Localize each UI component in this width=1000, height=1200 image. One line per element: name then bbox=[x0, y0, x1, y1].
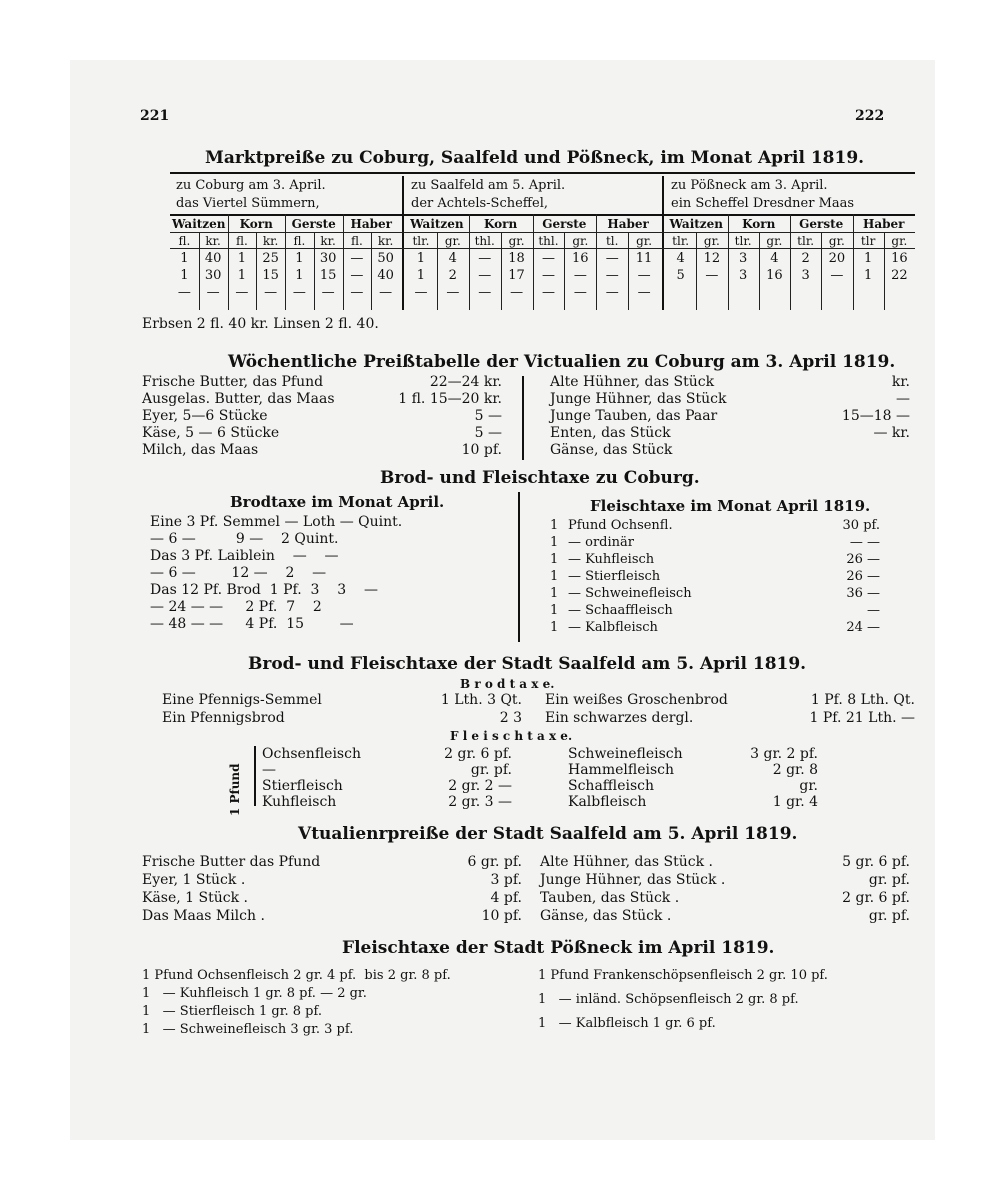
market-cell: — bbox=[478, 285, 492, 300]
market-cell: 2 bbox=[801, 251, 810, 266]
market-cell: 4 bbox=[770, 251, 779, 266]
market-grain-header: Haber bbox=[863, 217, 905, 231]
fleischtaxe-num: 1 bbox=[550, 603, 559, 618]
market-cell: 17 bbox=[508, 268, 525, 283]
market-unit-header: tlr. bbox=[672, 234, 690, 248]
market-cell: 16 bbox=[766, 268, 783, 283]
coburg-taxe-divider bbox=[518, 492, 520, 642]
market-cell: 5 bbox=[676, 268, 685, 283]
price-item: Ein Pfennigsbrod bbox=[162, 710, 285, 726]
market-cell: — bbox=[510, 285, 524, 300]
price-item: Kuhfleisch bbox=[262, 794, 337, 810]
market-cell: — bbox=[573, 268, 587, 283]
price-item: Schweinefleisch bbox=[568, 746, 683, 762]
market-grain-header: Haber bbox=[607, 217, 649, 231]
price-item: Kalbfleisch bbox=[568, 794, 647, 810]
market-group-divider bbox=[402, 176, 404, 310]
brodtaxe-title: Brodtaxe im Monat April. bbox=[230, 493, 445, 511]
coburg-taxe-title: Brod- und Fleischtaxe zu Coburg. bbox=[380, 468, 700, 488]
market-unit-header: tlr bbox=[860, 234, 876, 248]
market-grain-header: Waitzen bbox=[410, 217, 464, 231]
price-value: 1 fl. 15—20 kr. bbox=[398, 391, 502, 407]
fleischtaxe-title: Fleischtaxe im Monat April 1819. bbox=[590, 497, 871, 515]
price-row bbox=[262, 794, 512, 810]
market-grain-header: Gerste bbox=[291, 217, 336, 231]
market-cell: 50 bbox=[377, 251, 394, 266]
market-unit-header: gr. bbox=[636, 234, 653, 248]
market-cell: — bbox=[573, 285, 587, 300]
market-unit-header: fl. bbox=[178, 234, 191, 248]
market-grain-header: Gerste bbox=[542, 217, 587, 231]
fleischtaxe-item: — Schaaffleisch bbox=[568, 603, 673, 618]
fleischtaxe-num: 1 bbox=[550, 620, 559, 635]
price-value: 5 — bbox=[474, 425, 502, 441]
market-subcol-divider bbox=[199, 232, 200, 310]
price-row bbox=[550, 391, 910, 407]
price-value: 2 gr. 3 — bbox=[448, 794, 512, 810]
market-unit-header: gr. bbox=[444, 234, 461, 248]
price-item: Junge Hühner, das Stück bbox=[550, 391, 727, 407]
market-subcol-divider bbox=[437, 232, 438, 310]
price-row bbox=[162, 710, 522, 726]
price-item: Gänse, das Stück . bbox=[540, 908, 672, 924]
price-item: Ein weißes Groschenbrod bbox=[545, 692, 728, 708]
price-item: — bbox=[262, 762, 276, 778]
price-value: 3 pf. bbox=[490, 872, 522, 888]
market-subcol-divider bbox=[371, 232, 372, 310]
market-cell: — bbox=[292, 285, 306, 300]
market-cell: — bbox=[350, 268, 364, 283]
market-grain-header: Waitzen bbox=[172, 217, 226, 231]
market-cell: 1 bbox=[416, 268, 426, 283]
market-subcol-divider bbox=[759, 232, 760, 310]
price-item: Milch, das Maas bbox=[142, 442, 259, 458]
market-cell: — bbox=[478, 251, 492, 266]
price-value: 6 gr. pf. bbox=[467, 854, 522, 870]
market-cell: 3 bbox=[801, 268, 810, 283]
market-cell: 15 bbox=[262, 268, 279, 283]
market-cell: 15 bbox=[319, 268, 337, 283]
price-value: 1 gr. 4 bbox=[772, 794, 818, 810]
market-cell: — bbox=[235, 285, 249, 300]
market-unit-header: gr. bbox=[572, 234, 589, 248]
market-unit-header: tlr. bbox=[797, 234, 815, 248]
market-cell: 1 bbox=[180, 251, 189, 266]
price-row bbox=[540, 872, 910, 888]
market-place-line2: der Achtels-Scheffel, bbox=[411, 196, 549, 211]
market-grain-header: Korn bbox=[484, 217, 518, 231]
market-cell: 25 bbox=[262, 251, 279, 266]
market-unit-header: gr. bbox=[703, 234, 720, 248]
price-value: 5 gr. 6 pf. bbox=[842, 854, 910, 870]
price-item: Eyer, 1 Stück . bbox=[142, 872, 246, 888]
market-cell: 40 bbox=[377, 268, 394, 283]
page-number-right: 222 bbox=[855, 108, 885, 124]
price-value: 3 gr. 2 pf. bbox=[750, 746, 818, 762]
market-cell: — bbox=[478, 268, 492, 283]
price-row bbox=[142, 408, 502, 424]
fleischtaxe-item: — Schweinefleisch bbox=[568, 586, 692, 601]
page-number-left: 221 bbox=[140, 108, 170, 124]
price-row bbox=[142, 908, 522, 924]
price-value: kr. bbox=[891, 374, 910, 390]
brodtaxe-row: Eine 3 Pf. Semmel — Loth — Quint. bbox=[150, 514, 403, 530]
market-cell: 30 bbox=[204, 268, 222, 283]
market-grain-header: Waitzen bbox=[669, 217, 723, 231]
price-row bbox=[545, 692, 915, 708]
price-row bbox=[550, 408, 910, 424]
market-cell: — bbox=[321, 285, 335, 300]
price-value: 10 pf. bbox=[461, 442, 502, 458]
price-row bbox=[568, 762, 818, 778]
market-cell: 1 bbox=[237, 251, 247, 266]
market-cell: 1 bbox=[863, 251, 873, 266]
fleischtaxe-price: 30 pf. bbox=[842, 518, 880, 533]
price-item: Junge Hühner, das Stück . bbox=[540, 872, 726, 888]
market-cell: — bbox=[177, 285, 191, 300]
market-unit-header: gr. bbox=[828, 234, 845, 248]
market-rule-units bbox=[170, 232, 915, 233]
price-item: Ein schwarzes dergl. bbox=[545, 710, 694, 726]
poessneck-row: 1 Pfund Frankenschöpsenfleisch 2 gr. 10 pf. bbox=[538, 968, 828, 983]
fleischtaxe-price: 26 — bbox=[846, 552, 880, 567]
woechentlich-divider bbox=[522, 376, 524, 460]
price-item: Käse, 5 — 6 Stücke bbox=[142, 425, 280, 441]
price-row bbox=[262, 778, 512, 794]
price-row bbox=[550, 374, 910, 390]
market-unit-header: tlr. bbox=[734, 234, 752, 248]
market-unit-header: kr. bbox=[320, 234, 336, 248]
erbsen-line: Erbsen 2 fl. 40 kr. Linsen 2 fl. 40. bbox=[142, 316, 379, 332]
price-row bbox=[545, 710, 915, 726]
price-item: Tauben, das Stück . bbox=[540, 890, 680, 906]
market-cell: — bbox=[637, 285, 651, 300]
price-value: 2 3 bbox=[499, 710, 522, 726]
market-unit-header: fl. bbox=[293, 234, 306, 248]
poessneck-row: 1 — Stierfleisch 1 gr. 8 pf. bbox=[142, 1004, 322, 1019]
market-cell: 3 bbox=[738, 251, 748, 266]
fleischtaxe-item: Pfund Ochsenfl. bbox=[568, 518, 673, 533]
price-item: Käse, 1 Stück . bbox=[142, 890, 248, 906]
saalfeld-fleisch-brace bbox=[254, 746, 256, 806]
market-cell: 40 bbox=[204, 251, 222, 266]
price-row bbox=[550, 425, 910, 441]
market-cell: — bbox=[446, 285, 460, 300]
saalfeld-fleischtaxe-label: F l e i s c h t a x e. bbox=[450, 729, 573, 743]
market-place-line2: ein Scheffel Dresdner Maas bbox=[671, 196, 855, 211]
price-value: 1 Pf. 8 Lth. Qt. bbox=[810, 692, 915, 708]
market-cell: — bbox=[541, 285, 555, 300]
price-row bbox=[262, 746, 512, 762]
price-item: Schaffleisch bbox=[568, 778, 655, 794]
market-cell: — bbox=[206, 285, 220, 300]
price-value: gr. pf. bbox=[470, 762, 512, 778]
market-cell: — bbox=[541, 268, 555, 283]
fleischtaxe-num: 1 bbox=[550, 518, 559, 533]
price-value: gr. bbox=[799, 778, 818, 794]
brodtaxe-row: — 6 — 9 — 2 Quint. bbox=[150, 531, 339, 547]
market-unit-header: fl. bbox=[235, 234, 248, 248]
brodtaxe-row: Das 3 Pf. Laiblein — — bbox=[150, 548, 339, 564]
price-row bbox=[142, 854, 522, 870]
price-row bbox=[540, 890, 910, 906]
price-row bbox=[550, 442, 910, 458]
price-item: Junge Tauben, das Paar bbox=[550, 408, 718, 424]
price-item: Alte Hühner, das Stück . bbox=[540, 854, 713, 870]
fleischtaxe-item: — Kuhfleisch bbox=[568, 552, 655, 567]
market-cell: — bbox=[350, 251, 364, 266]
market-unit-header: gr. bbox=[508, 234, 525, 248]
saalfeld-taxe-title: Brod- und Fleischtaxe der Stadt Saalfeld am 5. April 1819. bbox=[248, 654, 807, 674]
price-row bbox=[142, 872, 522, 888]
fleischtaxe-num: 1 bbox=[550, 552, 559, 567]
market-subcol-divider bbox=[628, 232, 629, 310]
market-grain-header: Gerste bbox=[799, 217, 844, 231]
market-subcol-divider bbox=[314, 232, 315, 310]
market-cell: — bbox=[637, 268, 651, 283]
price-item: Frische Butter, das Pfund bbox=[142, 374, 324, 390]
price-row bbox=[142, 425, 502, 441]
fleischtaxe-num: 1 bbox=[550, 535, 559, 550]
brodtaxe-row: — 48 — — 4 Pf. 15 — bbox=[150, 616, 354, 632]
market-unit-header: gr. bbox=[891, 234, 908, 248]
price-row bbox=[142, 391, 502, 407]
brodtaxe-row: Das 12 Pf. Brod 1 Pf. 3 3 — bbox=[150, 582, 378, 598]
market-unit-header: tl. bbox=[605, 234, 619, 248]
market-rule-data bbox=[170, 248, 915, 249]
market-subcol-divider bbox=[696, 232, 697, 310]
price-item: Das Maas Milch . bbox=[142, 908, 265, 924]
price-value: gr. pf. bbox=[868, 908, 910, 924]
market-cell: — bbox=[605, 285, 619, 300]
market-rule-grain bbox=[170, 214, 915, 216]
market-cell: 16 bbox=[572, 251, 589, 266]
fleischtaxe-num: 1 bbox=[550, 586, 559, 601]
market-cell: 20 bbox=[828, 251, 846, 266]
fleischtaxe-price: 26 — bbox=[846, 569, 880, 584]
market-cell: — bbox=[605, 251, 619, 266]
market-unit-header: thl. bbox=[538, 234, 559, 248]
market-cell: — bbox=[379, 285, 393, 300]
price-value: — bbox=[896, 391, 910, 407]
market-unit-header: thl. bbox=[474, 234, 495, 248]
price-value: — kr. bbox=[873, 425, 910, 441]
price-item: Eine Pfennigs-Semmel bbox=[162, 692, 322, 708]
market-unit-header: kr. bbox=[205, 234, 221, 248]
market-cell: 1 bbox=[180, 268, 189, 283]
poessneck-row: 1 — inländ. Schöpsenfleisch 2 gr. 8 pf. bbox=[538, 992, 799, 1007]
market-cell: 1 bbox=[863, 268, 873, 283]
fleischtaxe-price: — — bbox=[849, 535, 880, 550]
fleischtaxe-item: — ordinär bbox=[568, 535, 634, 550]
price-item: Ochsenfleisch bbox=[262, 746, 361, 762]
price-row bbox=[142, 374, 502, 390]
market-cell: 1 bbox=[237, 268, 247, 283]
price-item: Hammelfleisch bbox=[568, 762, 675, 778]
market-cell: — bbox=[705, 268, 719, 283]
market-grain-header: Korn bbox=[742, 217, 776, 231]
price-row bbox=[142, 442, 502, 458]
price-row bbox=[262, 762, 512, 778]
price-value: 1 Pf. 21 Lth. — bbox=[809, 710, 915, 726]
market-place-line1: zu Coburg am 3. April. bbox=[176, 178, 326, 193]
market-cell: 18 bbox=[508, 251, 525, 266]
brodtaxe-row: — 6 — 12 — 2 — bbox=[150, 565, 327, 581]
market-unit-header: gr. bbox=[766, 234, 783, 248]
poessneck-row: 1 — Schweinefleisch 3 gr. 3 pf. bbox=[142, 1022, 354, 1037]
price-value: 15—18 — bbox=[841, 408, 910, 424]
market-unit-header: kr. bbox=[262, 234, 279, 248]
price-item: Eyer, 5—6 Stücke bbox=[142, 408, 268, 424]
market-grain-header: Haber bbox=[350, 217, 392, 231]
price-value: 10 pf. bbox=[481, 908, 522, 924]
market-cell: 1 bbox=[295, 268, 304, 283]
price-item: Ausgelas. Butter, das Maas bbox=[142, 391, 335, 407]
market-place-line1: zu Saalfeld am 5. April. bbox=[411, 178, 566, 193]
market-unit-header: fl. bbox=[350, 234, 363, 248]
price-row bbox=[568, 778, 818, 794]
price-value: gr. pf. bbox=[868, 872, 910, 888]
market-cell: 1 bbox=[295, 251, 304, 266]
fleischtaxe-num: 1 bbox=[550, 569, 559, 584]
woechentlich-title: Wöchentliche Preißtabelle der Victualien zu Coburg am 3. April 1819. bbox=[228, 352, 896, 372]
market-cell: — bbox=[350, 285, 364, 300]
market-unit-header: kr. bbox=[377, 234, 394, 248]
price-value: 4 pf. bbox=[490, 890, 522, 906]
price-item: Alte Hühner, das Stück bbox=[550, 374, 715, 390]
market-group-divider bbox=[662, 176, 664, 310]
market-subcol-divider bbox=[564, 232, 565, 310]
fleischtaxe-item: — Kalbfleisch bbox=[568, 620, 658, 635]
market-cell: 4 bbox=[676, 251, 685, 266]
market-place-line2: das Viertel Sümmern, bbox=[176, 196, 320, 211]
price-value: 2 gr. 6 pf. bbox=[444, 746, 512, 762]
price-row bbox=[162, 692, 522, 708]
poessneck-row: 1 — Kalbfleisch 1 gr. 6 pf. bbox=[538, 1016, 716, 1031]
saalfeld-victualien-title: Vtualienrpreiße der Stadt Saalfeld am 5. April 1819. bbox=[298, 824, 798, 844]
fleischtaxe-price: 24 — bbox=[846, 620, 880, 635]
price-item: Stierfleisch bbox=[262, 778, 343, 794]
document-page bbox=[70, 60, 935, 1140]
price-row bbox=[142, 890, 522, 906]
market-subcol-divider bbox=[256, 232, 257, 310]
market-grain-header: Korn bbox=[239, 217, 273, 231]
market-unit-header: tlr. bbox=[412, 234, 430, 248]
poessneck-row: 1 Pfund Ochsenfleisch 2 gr. 4 pf. bis 2 gr. 8 pf. bbox=[142, 968, 451, 983]
price-row bbox=[540, 908, 910, 924]
market-cell: — bbox=[605, 268, 619, 283]
market-cell: 16 bbox=[891, 251, 908, 266]
price-value: 5 — bbox=[474, 408, 502, 424]
market-cell: 22 bbox=[891, 268, 908, 283]
market-subcol-divider bbox=[884, 232, 885, 310]
market-cell: — bbox=[541, 251, 555, 266]
market-cell: — bbox=[264, 285, 278, 300]
market-subcol-divider bbox=[821, 232, 822, 310]
market-subcol-divider bbox=[501, 232, 502, 310]
price-value: 2 gr. 6 pf. bbox=[842, 890, 910, 906]
market-cell: 3 bbox=[738, 268, 748, 283]
market-cell: 30 bbox=[319, 251, 337, 266]
market-title: Marktpreiße zu Coburg, Saalfeld und Pößneck, im Monat April 1819. bbox=[205, 148, 865, 168]
fleischtaxe-price: 36 — bbox=[846, 586, 880, 601]
market-place-line1: zu Pößneck am 3. April. bbox=[671, 178, 828, 193]
price-value: 1 Lth. 3 Qt. bbox=[440, 692, 522, 708]
market-cell: 11 bbox=[635, 251, 653, 266]
price-item: Gänse, das Stück bbox=[550, 442, 673, 458]
market-cell: — bbox=[414, 285, 428, 300]
poessneck-row: 1 — Kuhfleisch 1 gr. 8 pf. — 2 gr. bbox=[142, 986, 367, 1001]
market-cell: 4 bbox=[448, 251, 457, 266]
price-value: 2 gr. 2 — bbox=[448, 778, 512, 794]
saalfeld-pfund-label: 1 Pfund bbox=[228, 763, 242, 816]
price-item: Frische Butter das Pfund bbox=[142, 854, 321, 870]
price-value: 22—24 kr. bbox=[429, 374, 502, 390]
market-cell: — bbox=[830, 268, 844, 283]
price-row bbox=[568, 794, 818, 810]
price-row bbox=[568, 746, 818, 762]
market-cell: 12 bbox=[703, 251, 721, 266]
price-item: Enten, das Stück bbox=[550, 425, 671, 441]
poessneck-title: Fleischtaxe der Stadt Pößneck im April 1819. bbox=[342, 938, 775, 958]
price-value: 2 gr. 8 bbox=[772, 762, 818, 778]
fleischtaxe-item: — Stierfleisch bbox=[568, 569, 661, 584]
price-row bbox=[540, 854, 910, 870]
brodtaxe-row: — 24 — — 2 Pf. 7 2 bbox=[150, 599, 322, 615]
saalfeld-brodtaxe-label: B r o d t a x e. bbox=[460, 677, 555, 691]
market-cell: 1 bbox=[416, 251, 426, 266]
market-rule-top bbox=[170, 172, 915, 174]
market-cell: 2 bbox=[448, 268, 457, 283]
fleischtaxe-price: — bbox=[867, 603, 880, 618]
